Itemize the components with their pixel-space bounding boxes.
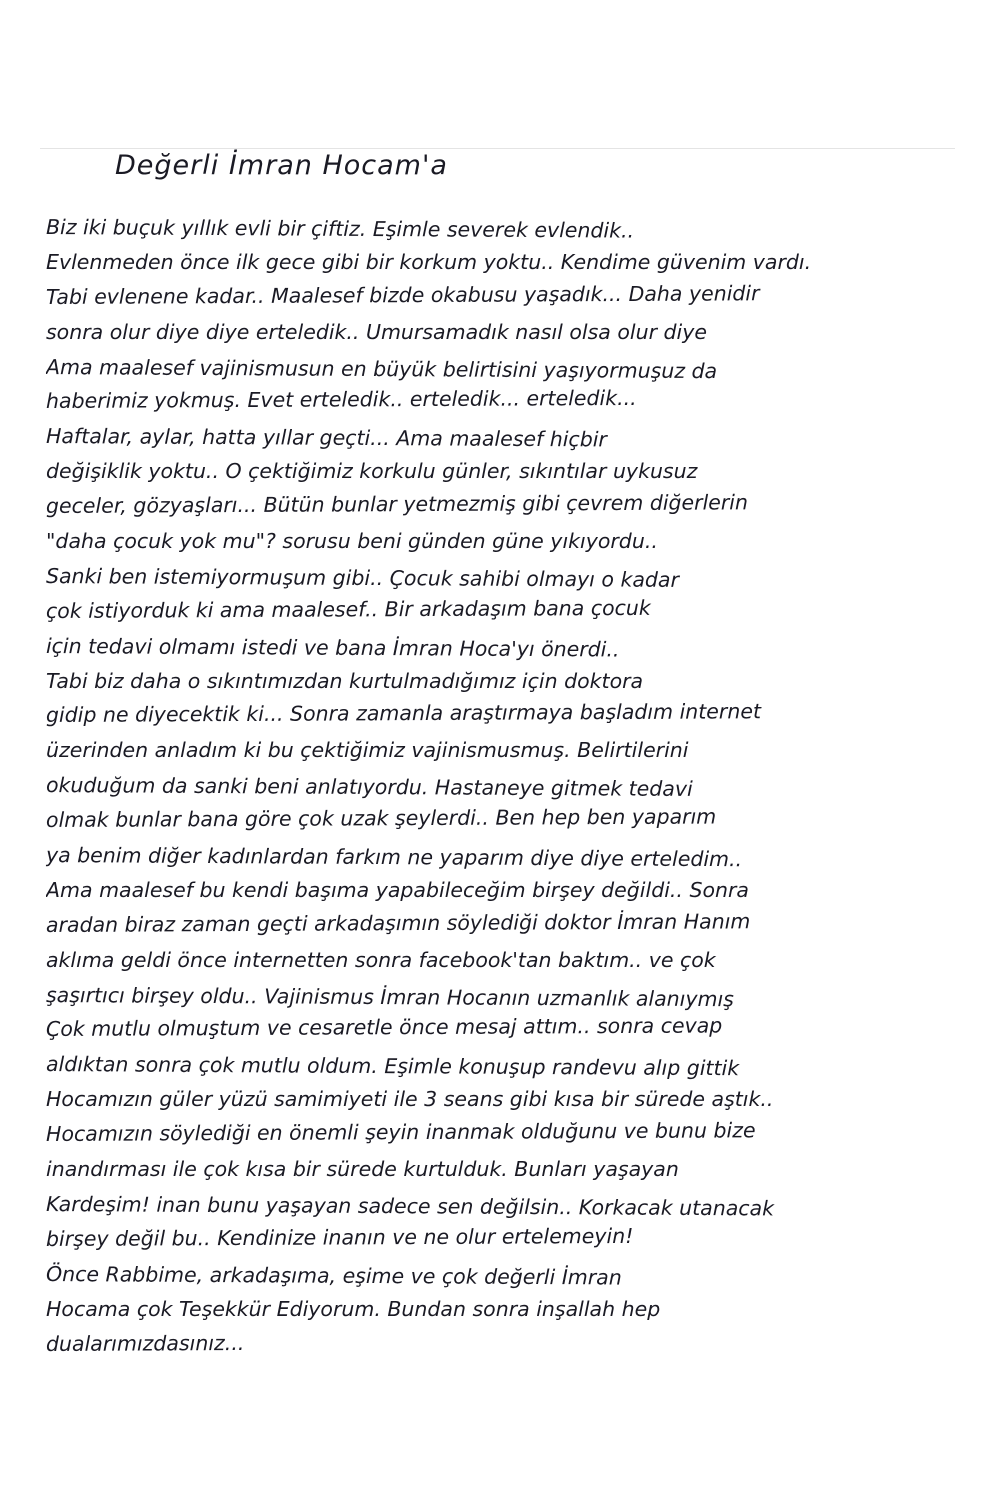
- letter-body: [46, 210, 946, 1361]
- letter-line: aldıktan sonra çok mutlu oldum. Eşimle konuşup randevu alıp gittik: [45, 1052, 740, 1081]
- letter-line: olmak bunlar bana göre çok uzak şeylerdi.. Ben hep ben yaparım: [45, 804, 717, 833]
- letter-line: Tabi evlenene kadar.. Maalesef bizde okabusu yaşadık... Daha yenidir: [45, 281, 760, 309]
- letter-salutation: Değerli İmran Hocam'a: [115, 150, 448, 181]
- letter-line: Hocamızın söylediği en önemli şeyin inanmak olduğunu ve bunu bize: [45, 1118, 756, 1147]
- letter-line: geceler, gözyaşları... Bütün bunlar yetmezmiş gibi çevrem diğerlerin: [45, 490, 749, 519]
- letter-line: şaşırtıcı birşey oldu.. Vajinismus İmran Hocanın uzmanlık alanıymış: [45, 982, 734, 1011]
- letter-line: inandırması ile çok kısa bir sürede kurtulduk. Bunları yaşayan: [46, 1157, 679, 1182]
- letter-line: ya benim diğer kadınlardan farkım ne yaparım diye diye erteledim..: [45, 843, 743, 872]
- letter-line: okuduğum da sanki beni anlatıyordu. Hastaneye gitmek tedavi: [45, 773, 693, 802]
- letter-line: Evlenmeden önce ilk gece gibi bir korkum yoktu.. Kendime güvenim vardı.: [46, 249, 812, 274]
- letter-line: Hocamızın güler yüzü samimiyeti ile 3 seans gibi kısa bir sürede aştık..: [46, 1087, 774, 1112]
- letter-line: Ama maalesef vajinismusun en büyük belirtisini yaşıyormuşuz da: [45, 354, 718, 383]
- letter-line: birşey değil bu.. Kendinize inanın ve ne olur ertelemeyin!: [45, 1223, 634, 1251]
- paper-edge: [40, 148, 955, 149]
- letter-line: değişiklik yoktu.. O çektiğimiz korkulu günler, sıkıntılar uykusuz: [46, 459, 698, 484]
- letter-line: Tabi biz daha o sıkıntımızdan kurtulmadığımız için doktora: [46, 668, 644, 693]
- letter-line: üzerinden anladım ki bu çektiğimiz vajinismusmuş. Belirtilerini: [46, 738, 689, 763]
- letter-line: "daha çocuk yok mu"? sorusu beni günden güne yıkıyordu..: [46, 529, 658, 554]
- letter-line: için tedavi olmamı istedi ve bana İmran Hoca'yı önerdi..: [45, 633, 620, 662]
- letter-line: Hocama çok Teşekkür Ediyorum. Bundan sonra inşallah hep: [46, 1296, 661, 1321]
- letter-line: sonra olur diye diye erteledik.. Umursamadık nasıl olsa olur diye: [46, 319, 707, 344]
- letter-line: Biz iki buçuk yıllık evli bir çiftiz. Eşimle severek evlendik..: [45, 215, 635, 243]
- letter-line: Sanki ben istemiyormuşum gibi.. Çocuk sahibi olmayı o kadar: [45, 563, 680, 592]
- letter-line: aradan biraz zaman geçti arkadaşımın söylediği doktor İmran Hanım: [45, 909, 751, 937]
- letter-line: Kardeşim! inan bunu yaşayan sadece sen değilsin.. Korkacak utanacak: [45, 1191, 775, 1221]
- letter-line: Çok mutlu olmuştum ve cesaretle önce mesaj attım.. sonra cevap: [45, 1013, 723, 1042]
- letter-line: Haftalar, aylar, hatta yıllar geçti... Ama maalesef hiçbir: [45, 424, 607, 452]
- letter-line: gidip ne diyecektik ki... Sonra zamanla araştırmaya başladım internet: [45, 699, 762, 728]
- letter-line: çok istiyorduk ki ama maalesef.. Bir arkadaşım bana çocuk: [45, 595, 651, 623]
- letter-line: Ama maalesef bu kendi başıma yapabileceğim birşey değildi.. Sonra: [46, 877, 749, 902]
- letter-line: dualarımızdasınız...: [45, 1330, 245, 1356]
- letter-line: Önce Rabbime, arkadaşıma, eşime ve çok değerli İmran: [45, 1261, 622, 1290]
- letter-line: haberimiz yokmuş. Evet erteledik.. erteledik... erteledik...: [45, 386, 637, 414]
- letter-line: aklıma geldi önce internetten sonra facebook'tan baktım.. ve çok: [46, 947, 716, 972]
